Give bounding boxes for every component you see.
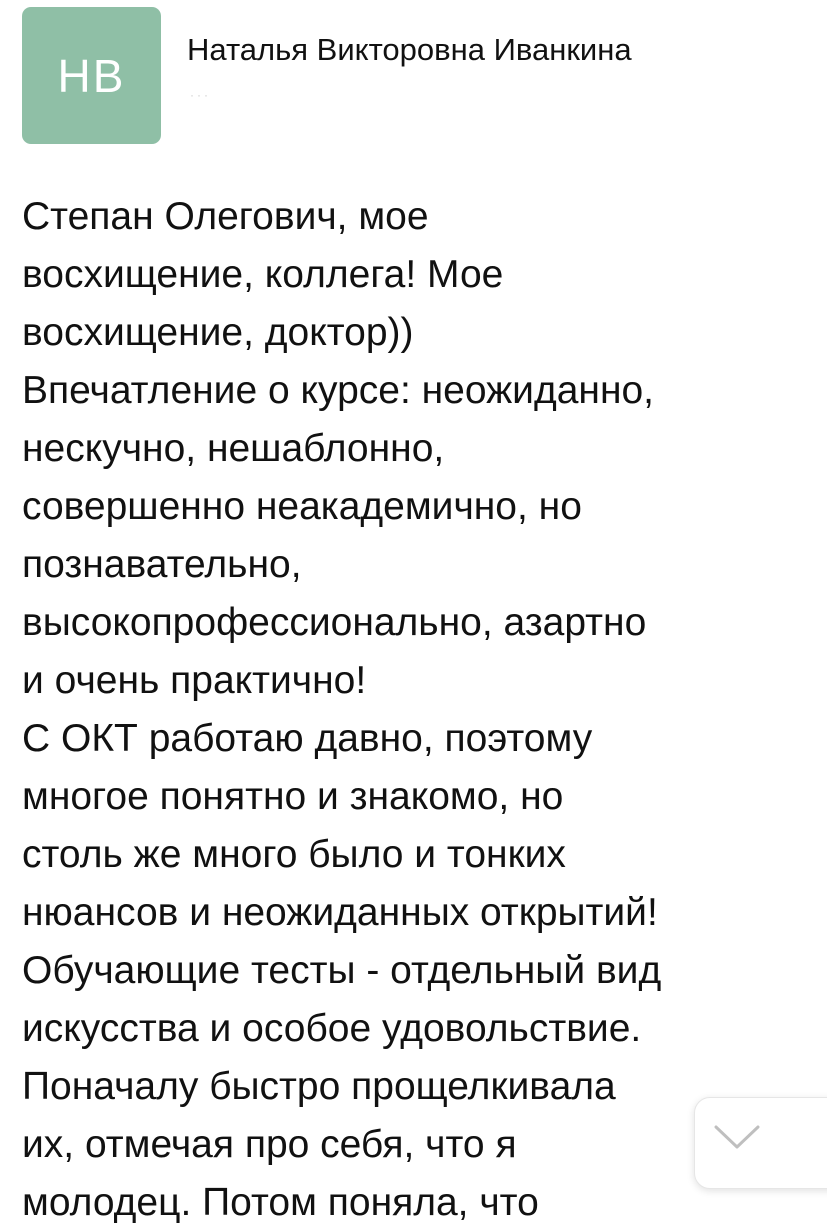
message-line: Степан Олегович, мое [22,195,429,238]
message-line: высокопрофессионально, азартно [22,601,647,644]
message-line: восхищение, коллега! Мое [22,253,504,296]
message-line: молодец. Потом поняла, что [22,1181,539,1223]
message-line: нюансов и неожиданных открытий! [22,891,658,934]
scroll-down-button[interactable] [694,1097,827,1189]
message-line: их, отмечая про себя, что я [22,1123,517,1166]
message-text [22,188,822,1223]
message-line: столь же много было и тонких [22,833,566,876]
message-line: многое понятно и знакомо, но [22,775,564,818]
avatar-initials: НВ [57,49,126,102]
message-line: и очень практично! [22,659,367,702]
message-line: искусства и особое удовольствие. [22,1007,642,1050]
avatar [22,7,161,144]
chevron-down-icon [712,1122,762,1152]
message-line: С ОКТ работаю давно, поэтому [22,717,593,760]
message-line: Поначалу быстро прощелкивала [22,1065,616,1108]
author-name[interactable]: Наталья Викторовна Иванкина [187,32,632,67]
message-line: восхищение, доктор)) [22,311,414,354]
message-line: Обучающие тесты - отдельный вид [22,949,662,992]
message-line: нескучно, нешаблонно, [22,427,445,470]
message-line: Впечатление о курсе: неожиданно, [22,369,655,412]
faint-dots: ··· [190,88,211,102]
message-line: познавательно, [22,543,302,586]
message-line: совершенно неакадемично, но [22,485,582,528]
